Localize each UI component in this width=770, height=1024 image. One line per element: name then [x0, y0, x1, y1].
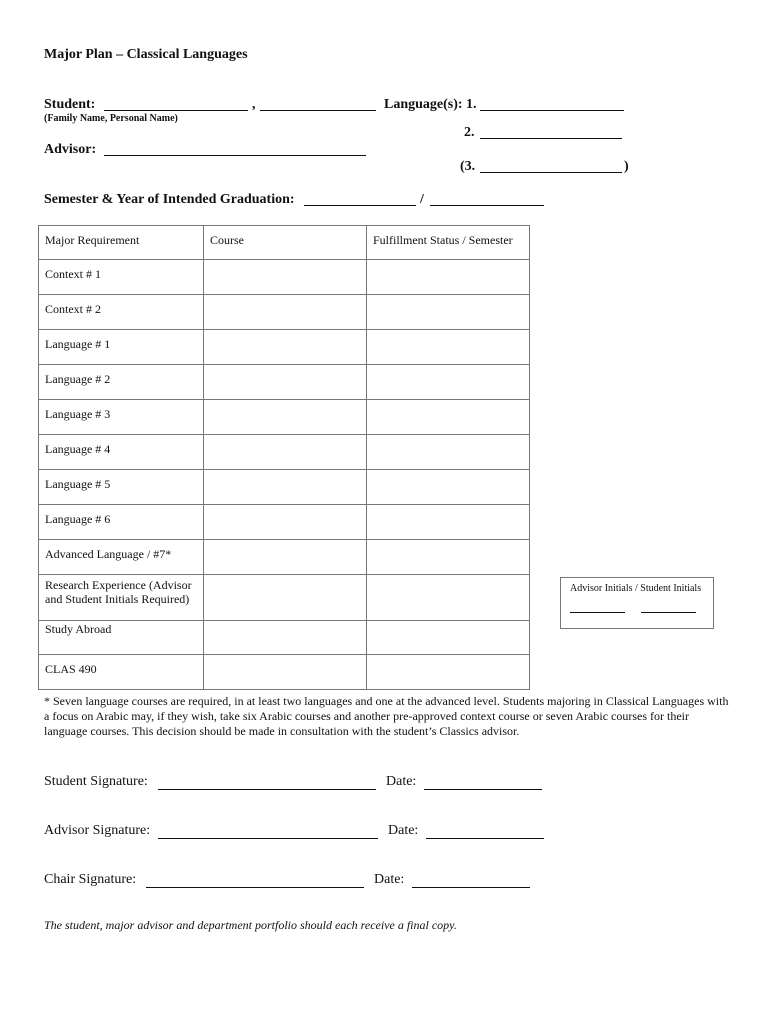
- status-cell[interactable]: [367, 540, 530, 575]
- table-row: [39, 295, 530, 330]
- status-cell[interactable]: [367, 400, 530, 435]
- page-title: Major Plan – Classical Languages: [44, 47, 248, 62]
- status-cell[interactable]: [367, 435, 530, 470]
- table-row: [39, 400, 530, 435]
- status-cell[interactable]: [367, 365, 530, 400]
- course-cell[interactable]: [204, 505, 367, 540]
- status-cell[interactable]: [367, 330, 530, 365]
- advisor-label: Advisor:: [44, 142, 97, 157]
- status-cell[interactable]: [367, 260, 530, 295]
- requirement-cell: Language # 1: [39, 330, 204, 365]
- advisor-date-field[interactable]: [426, 838, 544, 839]
- chair-date-field[interactable]: [412, 887, 530, 888]
- requirement-cell: Language # 3: [39, 400, 204, 435]
- table-row: [39, 540, 530, 575]
- requirement-cell: Language # 6: [39, 505, 204, 540]
- student-personal-name-field[interactable]: [260, 110, 376, 111]
- requirement-cell: Advanced Language / #7*: [39, 540, 204, 575]
- status-cell[interactable]: [367, 575, 530, 621]
- language-3-label: (3.: [460, 159, 476, 174]
- initials-box-label: Advisor Initials / Student Initials: [570, 583, 702, 594]
- requirement-cell: CLAS 490: [39, 655, 204, 690]
- course-cell[interactable]: [204, 435, 367, 470]
- course-cell[interactable]: [204, 400, 367, 435]
- student-family-name-field[interactable]: [104, 110, 248, 111]
- graduation-year-field[interactable]: [430, 205, 544, 206]
- language-2-field[interactable]: [480, 138, 622, 139]
- course-cell[interactable]: [204, 470, 367, 505]
- course-cell[interactable]: [204, 295, 367, 330]
- requirement-cell: Language # 2: [39, 365, 204, 400]
- advisor-signature-label: Advisor Signature:: [44, 823, 151, 838]
- graduation-slash: /: [420, 192, 424, 207]
- language-2-label: 2.: [464, 125, 475, 140]
- student-label: Student:: [44, 97, 96, 112]
- requirement-cell: Research Experience (Advisor and Student Initials Required): [39, 575, 204, 621]
- course-cell[interactable]: [204, 575, 367, 621]
- table-row: [39, 621, 530, 655]
- language-3-field[interactable]: [480, 172, 622, 173]
- chair-signature-label: Chair Signature:: [44, 872, 137, 887]
- advisor-signature-field[interactable]: [158, 838, 378, 839]
- header-fulfillment-status: Fulfillment Status / Semester: [367, 226, 530, 260]
- status-cell[interactable]: [367, 505, 530, 540]
- graduation-label: Semester & Year of Intended Graduation:: [44, 192, 295, 207]
- table-header-row: [39, 226, 530, 260]
- course-cell[interactable]: [204, 540, 367, 575]
- table-row: [39, 435, 530, 470]
- language-3-close: ): [624, 159, 629, 174]
- table-row: [39, 260, 530, 295]
- requirement-cell: Study Abroad: [39, 621, 204, 655]
- table-row: [39, 575, 530, 621]
- status-cell[interactable]: [367, 295, 530, 330]
- advisor-date-label: Date:: [388, 823, 419, 838]
- header-course: Course: [204, 226, 367, 260]
- status-cell[interactable]: [367, 621, 530, 655]
- course-cell[interactable]: [204, 330, 367, 365]
- student-date-label: Date:: [386, 774, 417, 789]
- table-row: [39, 655, 530, 690]
- languages-label: Language(s): 1.: [384, 97, 477, 112]
- student-sub-label: (Family Name, Personal Name): [44, 113, 178, 124]
- status-cell[interactable]: [367, 470, 530, 505]
- advisor-initials-field[interactable]: [570, 612, 625, 613]
- requirement-cell: Language # 5: [39, 470, 204, 505]
- table-row: [39, 470, 530, 505]
- language-note: * Seven language courses are required, in at least two languages and one at the advanced level. Students majoring in Classical Languages with a focus on Arabic may, if they wish, take six Arabic courses and another pre-approved context course or seven Arabic courses for their language courses. This decision should be made in consultation with the student’s Classics advisor.: [44, 694, 729, 738]
- initials-box: [560, 577, 714, 629]
- graduation-semester-field[interactable]: [304, 205, 416, 206]
- student-date-field[interactable]: [424, 789, 542, 790]
- course-cell[interactable]: [204, 655, 367, 690]
- requirement-cell: Context # 2: [39, 295, 204, 330]
- course-cell[interactable]: [204, 260, 367, 295]
- student-signature-label: Student Signature:: [44, 774, 148, 789]
- student-initials-field[interactable]: [641, 612, 696, 613]
- table-row: [39, 505, 530, 540]
- chair-signature-field[interactable]: [146, 887, 364, 888]
- language-1-field[interactable]: [480, 110, 624, 111]
- course-cell[interactable]: [204, 365, 367, 400]
- course-cell[interactable]: [204, 621, 367, 655]
- requirements-table: [38, 225, 530, 690]
- requirement-cell: Language # 4: [39, 435, 204, 470]
- footer-note: The student, major advisor and department portfolio should each receive a final copy.: [44, 918, 457, 932]
- table-row: [39, 330, 530, 365]
- status-cell[interactable]: [367, 655, 530, 690]
- advisor-field[interactable]: [104, 155, 366, 156]
- chair-date-label: Date:: [374, 872, 405, 887]
- student-signature-field[interactable]: [158, 789, 376, 790]
- header-major-requirement: Major Requirement: [39, 226, 204, 260]
- student-comma: ,: [252, 97, 256, 112]
- table-row: [39, 365, 530, 400]
- requirement-cell: Context # 1: [39, 260, 204, 295]
